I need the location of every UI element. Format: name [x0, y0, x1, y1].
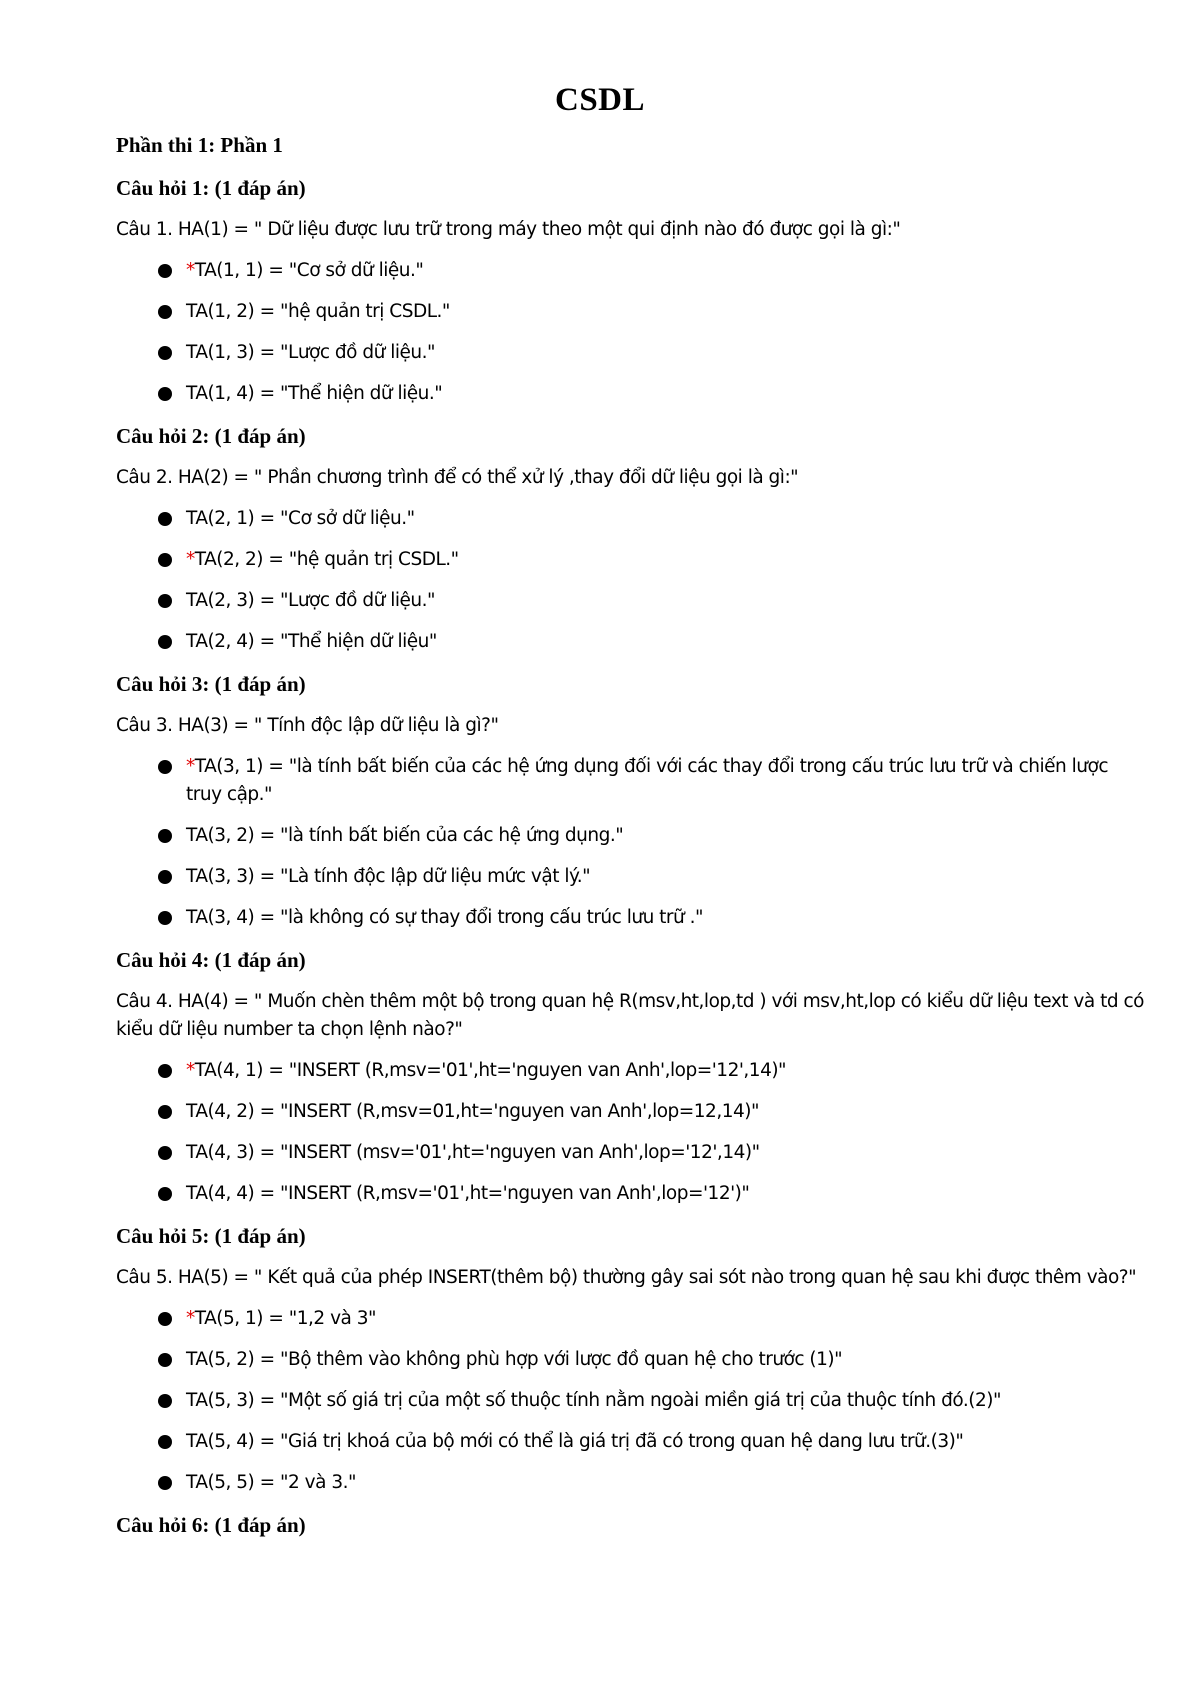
bullet-icon: [158, 870, 172, 884]
question-heading: Câu hỏi 6: (1 đáp án): [116, 1513, 306, 1537]
document-body: [116, 130, 1146, 1553]
answer-option: [116, 339, 1146, 367]
correct-answer-marker: *: [186, 260, 195, 281]
correct-answer-marker: *: [186, 549, 195, 570]
document-title: CSDL: [554, 82, 646, 118]
question-text: Câu 2. HA(2) = " Phần chương trình để có thể xử lý ,thay đổi dữ liệu gọi là gì:": [116, 467, 799, 488]
answer-text: TA(3, 3) = "Là tính độc lập dữ liệu mức vật lý.": [186, 866, 591, 887]
answer-text: TA(1, 2) = "hệ quản trị CSDL.": [186, 301, 450, 322]
answer-option: [116, 257, 1146, 285]
bullet-icon: [158, 1312, 172, 1326]
answer-text: TA(5, 3) = "Một số giá trị của một số thuộc tính nằm ngoài miền giá trị của thuộc tính đó.(2)": [186, 1390, 1001, 1411]
question-text: Câu 3. HA(3) = " Tính độc lập dữ liệu là gì?": [116, 715, 499, 736]
answer-option: [116, 1180, 1146, 1208]
bullet-icon: [158, 594, 172, 608]
answer-text: TA(5, 4) = "Giá trị khoá của bộ mới có thể là giá trị đã có trong quan hệ dang lưu trữ.(3)": [186, 1431, 964, 1452]
answer-option: [116, 546, 1146, 574]
correct-answer-marker: *: [186, 1060, 195, 1081]
question-block: [116, 945, 1146, 1208]
answer-text: TA(5, 1) = "1,2 và 3": [194, 1308, 377, 1329]
question-heading: Câu hỏi 1: (1 đáp án): [116, 176, 306, 200]
bullet-icon: [158, 553, 172, 567]
question-text: Câu 5. HA(5) = " Kết quả của phép INSERT(thêm bộ) thường gây sai sót nào trong quan hệ sau khi được thêm vào?": [116, 1267, 1137, 1288]
answer-text: TA(3, 4) = "là không có sự thay đổi trong cấu trúc lưu trữ .": [186, 907, 704, 928]
answer-text: TA(4, 3) = "INSERT (msv='01',ht='nguyen van Anh',lop='12',14)": [186, 1142, 760, 1163]
bullet-icon: [158, 1435, 172, 1449]
answer-text: TA(2, 1) = "Cơ sở dữ liệu.": [186, 508, 415, 529]
answer-text: TA(2, 4) = "Thể hiện dữ liệu": [186, 631, 437, 652]
bullet-icon: [158, 1105, 172, 1119]
question-block: [116, 1510, 1146, 1540]
question-heading: Câu hỏi 4: (1 đáp án): [116, 948, 306, 972]
bullet-icon: [158, 1353, 172, 1367]
answer-option: [116, 298, 1146, 326]
answer-text: TA(1, 1) = "Cơ sở dữ liệu.": [194, 260, 424, 281]
answer-option: [116, 628, 1146, 656]
bullet-icon: [158, 305, 172, 319]
question-block: [116, 421, 1146, 656]
answer-list: [116, 1057, 1146, 1208]
answer-option: [116, 1139, 1146, 1167]
bullet-icon: [158, 264, 172, 278]
answer-option: [116, 1305, 1146, 1333]
answer-list: [116, 505, 1146, 656]
bullet-icon: [158, 512, 172, 526]
answer-text: TA(4, 1) = "INSERT (R,msv='01',ht='nguyen van Anh',lop='12',14)": [194, 1060, 787, 1081]
question-heading: Câu hỏi 3: (1 đáp án): [116, 672, 306, 696]
answer-list: [116, 753, 1146, 932]
answer-text: TA(4, 2) = "INSERT (R,msv=01,ht='nguyen van Anh',lop=12,14)": [186, 1101, 759, 1122]
answer-text: TA(1, 4) = "Thể hiện dữ liệu.": [186, 383, 443, 404]
answer-text: TA(2, 3) = "Lược đồ dữ liệu.": [186, 590, 435, 611]
correct-answer-marker: *: [186, 1308, 195, 1329]
answer-text: TA(5, 2) = "Bộ thêm vào không phù hợp với lược đồ quan hệ cho trước (1)": [186, 1349, 843, 1370]
answer-option: [116, 505, 1146, 533]
question-block: [116, 173, 1146, 408]
answer-option: [116, 1057, 1146, 1085]
bullet-icon: [158, 635, 172, 649]
section-title: Phần thi 1: Phần 1: [116, 133, 283, 157]
bullet-icon: [158, 1476, 172, 1490]
answer-text: TA(4, 4) = "INSERT (R,msv='01',ht='nguyen van Anh',lop='12')": [186, 1183, 750, 1204]
question-heading: Câu hỏi 5: (1 đáp án): [116, 1224, 306, 1248]
answer-option: [116, 1469, 1146, 1497]
answer-text: TA(1, 3) = "Lược đồ dữ liệu.": [186, 342, 435, 363]
answer-option: [116, 1346, 1146, 1374]
answer-option: [116, 1428, 1146, 1456]
answer-option: [116, 380, 1146, 408]
answer-option: [116, 1387, 1146, 1415]
answer-option: [116, 587, 1146, 615]
answer-list: [116, 257, 1146, 408]
question-block: [116, 669, 1146, 932]
correct-answer-marker: *: [186, 756, 195, 777]
bullet-icon: [158, 1394, 172, 1408]
answer-list: [116, 1305, 1146, 1497]
bullet-icon: [158, 911, 172, 925]
question-text: Câu 1. HA(1) = " Dữ liệu được lưu trữ trong máy theo một qui định nào đó được gọi là gì:": [116, 219, 901, 240]
answer-option: [116, 904, 1146, 932]
answer-text: TA(3, 1) = "là tính bất biến của các hệ ứng dụng đối với các thay đổi trong cấu trúc lưu trữ và chiến lược truy cập.": [186, 756, 1109, 805]
answer-option: [116, 1098, 1146, 1126]
question-text: Câu 4. HA(4) = " Muốn chèn thêm một bộ trong quan hệ R(msv,ht,lop,td ) với msv,ht,lop có kiểu dữ liệu text và td có kiểu dữ liệu number ta chọn lệnh nào?": [116, 991, 1144, 1040]
question-block: [116, 1221, 1146, 1497]
bullet-icon: [158, 1064, 172, 1078]
bullet-icon: [158, 1146, 172, 1160]
question-list: [116, 173, 1146, 1540]
bullet-icon: [158, 1187, 172, 1201]
bullet-icon: [158, 346, 172, 360]
question-heading: Câu hỏi 2: (1 đáp án): [116, 424, 306, 448]
bullet-icon: [158, 760, 172, 774]
answer-option: [116, 822, 1146, 850]
answer-option: [116, 863, 1146, 891]
answer-text: TA(3, 2) = "là tính bất biến của các hệ ứng dụng.": [186, 825, 624, 846]
answer-text: TA(2, 2) = "hệ quản trị CSDL.": [194, 549, 459, 570]
answer-option: [116, 753, 1146, 809]
bullet-icon: [158, 829, 172, 843]
answer-text: TA(5, 5) = "2 và 3.": [186, 1472, 357, 1493]
bullet-icon: [158, 387, 172, 401]
